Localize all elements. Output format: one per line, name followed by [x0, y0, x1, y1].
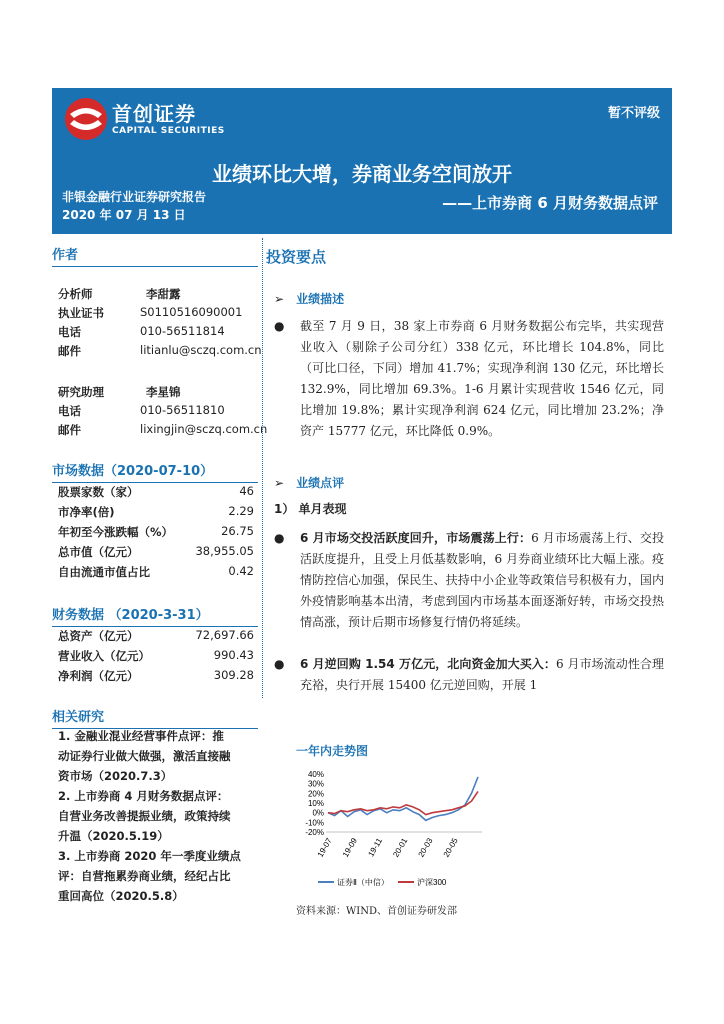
section-performance-review: ➢ 业绩点评	[274, 476, 345, 490]
x-tick-label: 19-11	[366, 836, 385, 859]
phone2-label: 电话	[58, 404, 81, 418]
y-tick-label: -20%	[305, 828, 324, 837]
related-line[interactable]: 资市场（2020.7.3）	[58, 769, 173, 783]
market-heading: 市场数据（2020-07-10）	[52, 460, 258, 483]
arrow-icon: ➢	[274, 476, 285, 490]
column-divider	[262, 238, 263, 698]
trend-chart	[292, 766, 492, 896]
paragraph-text: 6 月市场流动性合理充裕，央行开展 15400 亿元逆回购，开展 1	[300, 657, 665, 692]
investment-heading: 投资要点	[266, 248, 327, 266]
cert-number: S0110516090001	[140, 305, 243, 319]
authors-heading: 作者	[52, 244, 258, 267]
arrow-icon: ➢	[274, 292, 285, 306]
report-date: 2020 年 07 月 13 日	[62, 208, 186, 222]
related-line[interactable]: 评：自营拖累券商业绩，经纪占比	[58, 869, 231, 883]
x-tick-label: 19-07	[315, 836, 334, 859]
email2-link[interactable]: lixingjin@sczq.com.cn	[140, 422, 268, 436]
email2-label: 邮件	[58, 423, 81, 437]
related-line[interactable]: 1. 金融业混业经营事件点评：推	[58, 729, 224, 743]
cert-label: 执业证书	[58, 306, 104, 320]
related-list	[58, 726, 256, 906]
email-link[interactable]: litianlu@sczq.com.cn	[140, 343, 262, 357]
y-tick-label: 30%	[307, 779, 324, 789]
paragraph-text: 6 月市场震荡上行、交投活跃度提升，且受上月低基数影响，6 月券商业绩环比大幅上涨。疫情防控信心加强，保民生、扶持中小企业等政策信号积极有力，国内外疫情影响基本出清，考虑到国内市场基本面逐渐好转，市场交投热情高涨，预计后期市场修复行情仍将延续。	[300, 531, 665, 629]
series-line-0	[328, 777, 478, 821]
analyst-name: 李甜露	[146, 287, 181, 301]
report-type: 非银金融行业证券研究报告	[62, 190, 207, 204]
analyst-label: 分析师	[58, 287, 93, 301]
related-line[interactable]: 动证券行业做大做强，激活直接融	[58, 749, 231, 763]
x-tick-label: 20-01	[391, 836, 410, 859]
bullet-icon: ●	[274, 657, 285, 671]
related-line[interactable]: 重回高位（2020.5.8）	[58, 889, 184, 903]
section-performance-desc: ➢ 业绩描述	[274, 292, 345, 306]
report-title: 业绩环比大增，券商业务空间放开	[212, 162, 512, 186]
subsection-monthly: 1） 单月表现	[274, 502, 347, 516]
report-subtitle: ——上市券商 6 月财务数据点评	[442, 194, 658, 212]
related-heading: 相关研究	[52, 706, 258, 729]
logo-text-en: CAPITAL SECURITIES	[112, 126, 225, 136]
finance-heading: 财务数据 （2020-3-31）	[52, 604, 258, 627]
paragraph-lead: 6 月市场交投活跃度回升，市场震荡上行：	[300, 531, 532, 545]
rating-label: 暂不评级	[607, 106, 660, 121]
assistant-label: 研究助理	[58, 385, 104, 399]
y-tick-label: 0%	[312, 808, 324, 818]
phone-label: 电话	[58, 325, 81, 339]
related-line[interactable]: 3. 上市券商 2020 年一季度业绩点	[58, 849, 241, 863]
related-line[interactable]: 升温（2020.5.19）	[58, 829, 169, 843]
paragraph-lead: 6 月逆回购 1.54 万亿元，北向资金加大买入：	[300, 657, 556, 671]
paragraph-text: 截至 7 月 9 日，38 家上市券商 6 月财务数据公布完毕，共实现营业收入（剔除子公司分红）338 亿元，环比增长 104.8%，同比（可比口径，下同）增加 41.7%；实现净利润 130 亿元，环比增长 132.9%，同比增加 69.3%。1-6 月累计实现营收 1546 亿元，同比增加 19.8%；累计实现净利润 624 亿元，同比增加 23.2%；净资产 15777 亿元，环比降低 0.9%。	[300, 319, 664, 438]
phone-number: 010-56511814	[140, 324, 225, 338]
email-label: 邮件	[58, 344, 81, 358]
y-tick-label: 40%	[307, 770, 324, 779]
y-tick-label: -10%	[305, 818, 324, 828]
y-tick-label: 10%	[307, 799, 324, 808]
bullet-icon: ●	[274, 531, 285, 545]
y-tick-label: 20%	[307, 789, 324, 799]
x-tick-label: 20-05	[441, 836, 460, 859]
source-note: 资料来源：WIND、首创证券研发部	[296, 906, 457, 917]
legend-label: 证券Ⅱ（中信）	[337, 878, 389, 887]
x-tick-label: 19-09	[340, 836, 359, 859]
assistant-name: 李星锦	[146, 385, 181, 399]
logo-text-cn: 首创证券	[112, 102, 196, 126]
related-line[interactable]: 自营业务改善提振业绩，政策持续	[58, 809, 231, 823]
phone2-number: 010-56511810	[140, 403, 225, 417]
chart-heading: 一年内走势图	[296, 744, 369, 758]
legend-label: 沪深300	[417, 878, 447, 887]
x-tick-label: 20-03	[416, 836, 435, 859]
bullet-icon: ●	[274, 319, 285, 333]
related-line[interactable]: 2. 上市券商 4 月财务数据点评：	[58, 789, 229, 803]
